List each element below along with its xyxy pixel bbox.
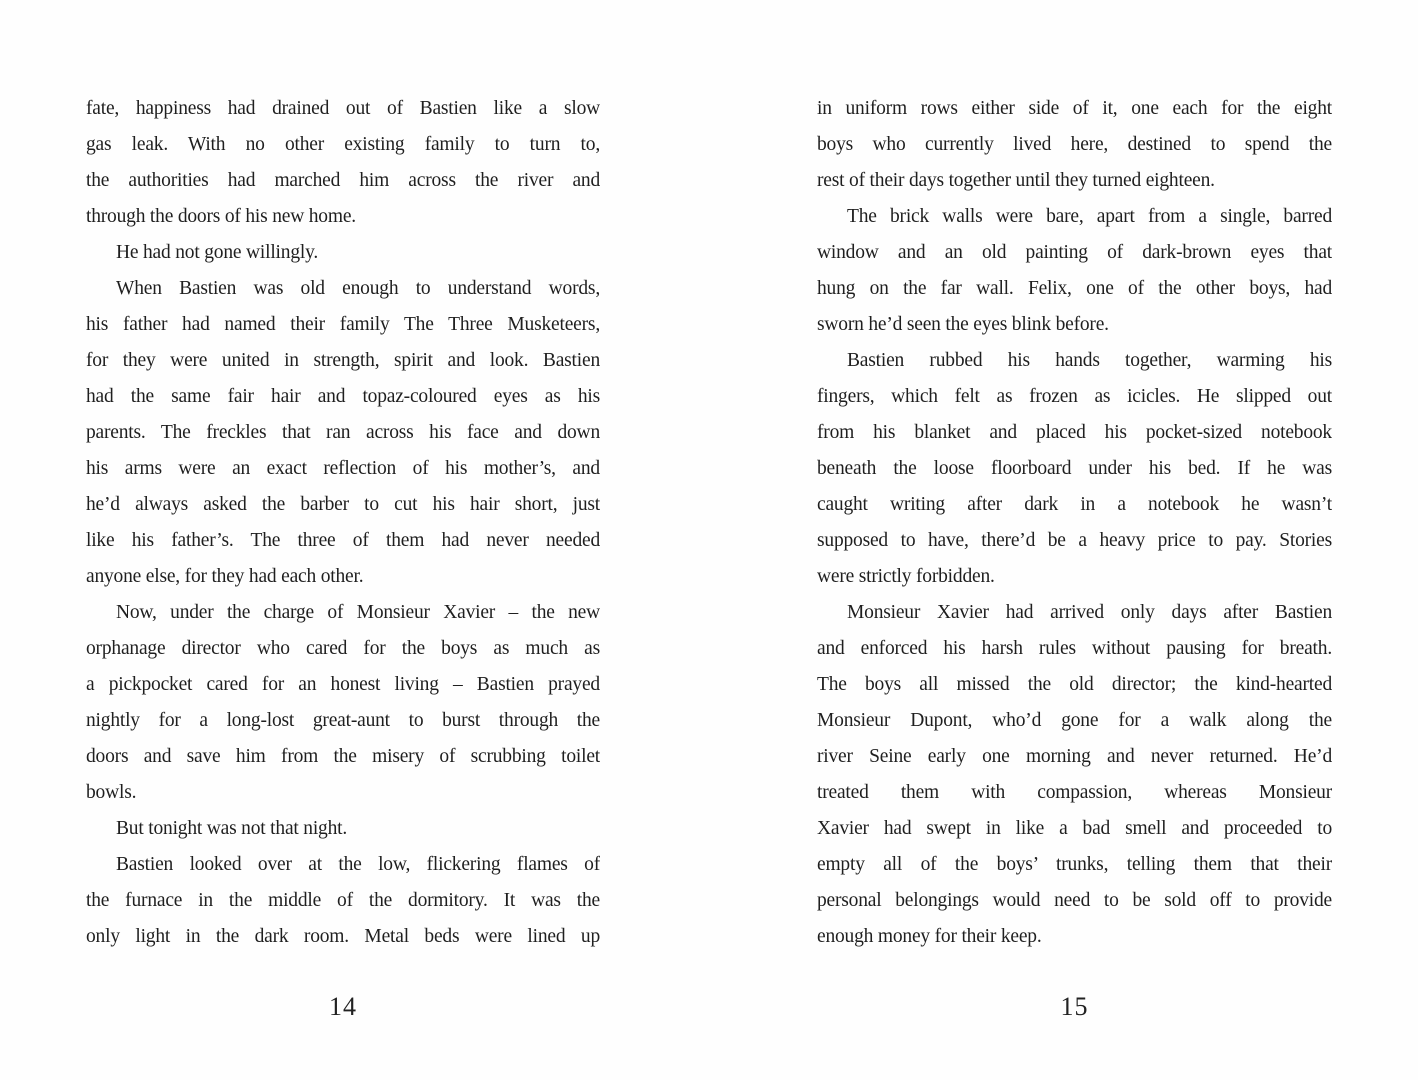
text-line: rest of their days together until they turned eighteen.: [817, 170, 1215, 191]
text-line: and enforced his harsh rules without pausing for breath.: [817, 638, 1332, 659]
paragraph: [86, 271, 600, 595]
text-line: river Seine early one morning and never returned. He’d: [817, 746, 1332, 767]
paragraph: [86, 847, 600, 955]
right-page-number: 15: [1060, 992, 1089, 1021]
text-line: supposed to have, there’d be a heavy price to pay. Stories: [817, 530, 1332, 551]
paragraph: [86, 595, 600, 811]
text-line: his arms were an exact reflection of his mother’s, and: [86, 458, 600, 479]
text-line: only light in the dark room. Metal beds were lined up: [86, 926, 600, 947]
text-line: nightly for a long-lost great-aunt to burst through the: [86, 710, 600, 731]
text-line: boys who currently lived here, destined to spend the: [817, 134, 1332, 155]
paragraph: [817, 343, 1332, 595]
paragraph: [86, 91, 600, 235]
text-line: he’d always asked the barber to cut his hair short, just: [86, 494, 600, 515]
text-line: his father had named their family The Three Musketeers,: [86, 314, 600, 335]
text-line: When Bastien was old enough to understand words,: [116, 278, 600, 299]
paragraph: [86, 811, 600, 847]
text-line: Now, under the charge of Monsieur Xavier – the new: [116, 602, 600, 623]
text-line: enough money for their keep.: [817, 926, 1042, 947]
paragraph: [86, 235, 600, 271]
text-line: the authorities had marched him across the river and: [86, 170, 600, 191]
text-line: Bastien rubbed his hands together, warming his: [847, 350, 1332, 371]
right-page: [709, 0, 1418, 1080]
text-line: Monsieur Dupont, who’d gone for a walk along the: [817, 710, 1332, 731]
text-line: hung on the far wall. Felix, one of the other boys, had: [817, 278, 1332, 299]
text-line: bowls.: [86, 782, 137, 803]
left-page-text-block: [86, 91, 600, 955]
text-line: The boys all missed the old director; the kind-hearted: [817, 674, 1332, 695]
text-line: Monsieur Xavier had arrived only days after Bastien: [847, 602, 1332, 623]
text-line: window and an old painting of dark-brown eyes that: [817, 242, 1332, 263]
text-line: Bastien looked over at the low, flickering flames of: [116, 854, 600, 875]
text-line: through the doors of his new home.: [86, 206, 356, 227]
right-page-text-block: [817, 91, 1332, 955]
left-page-number: 14: [329, 992, 357, 1021]
text-line: doors and save him from the misery of scrubbing toilet: [86, 746, 600, 767]
text-line: anyone else, for they had each other.: [86, 566, 364, 587]
text-line: gas leak. With no other existing family to turn to,: [86, 134, 600, 155]
text-line: treated them with compassion, whereas Monsieur: [817, 782, 1332, 803]
text-line: from his blanket and placed his pocket-sized notebook: [817, 422, 1332, 443]
text-line: a pickpocket cared for an honest living – Bastien prayed: [86, 674, 600, 695]
text-line: beneath the loose floorboard under his bed. If he was: [817, 458, 1332, 479]
paragraph: [817, 199, 1332, 343]
text-line: He had not gone willingly.: [116, 242, 319, 263]
text-line: in uniform rows either side of it, one each for the eight: [817, 98, 1332, 119]
text-line: fingers, which felt as frozen as icicles. He slipped out: [817, 386, 1332, 407]
text-line: But tonight was not that night.: [116, 818, 348, 839]
text-line: fate, happiness had drained out of Bastien like a slow: [86, 98, 600, 119]
text-line: the furnace in the middle of the dormitory. It was the: [86, 890, 600, 911]
text-line: had the same fair hair and topaz-coloured eyes as his: [86, 386, 600, 407]
text-line: The brick walls were bare, apart from a single, barred: [847, 206, 1332, 227]
text-line: were strictly forbidden.: [817, 566, 995, 587]
text-line: orphanage director who cared for the boys as much as: [86, 638, 600, 659]
text-line: like his father’s. The three of them had never needed: [86, 530, 600, 551]
text-line: for they were united in strength, spirit and look. Bastien: [86, 350, 600, 371]
text-line: caught writing after dark in a notebook he wasn’t: [817, 494, 1332, 515]
text-line: personal belongings would need to be sold off to provide: [817, 890, 1332, 911]
paragraph: [817, 595, 1332, 955]
paragraph: [817, 91, 1332, 199]
text-line: sworn he’d seen the eyes blink before.: [817, 314, 1109, 335]
text-line: parents. The freckles that ran across his face and down: [86, 422, 600, 443]
text-line: Xavier had swept in like a bad smell and proceeded to: [817, 818, 1332, 839]
text-line: empty all of the boys’ trunks, telling them that their: [817, 854, 1332, 875]
